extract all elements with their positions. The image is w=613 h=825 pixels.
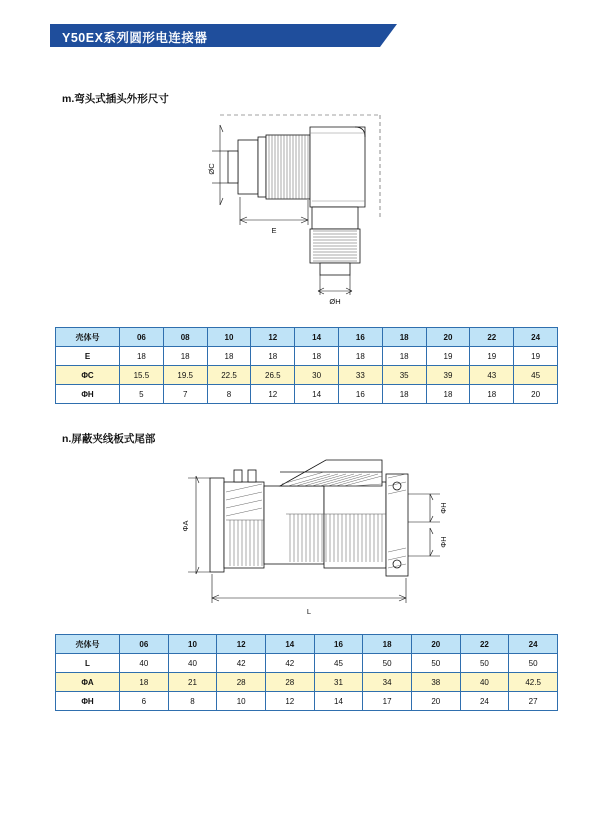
cell: ΦC xyxy=(56,366,120,385)
cell: 12 xyxy=(217,635,266,654)
cell: 42 xyxy=(265,654,314,673)
cell: 12 xyxy=(265,692,314,711)
cell: 24 xyxy=(514,328,558,347)
cell: 43 xyxy=(470,366,514,385)
cell: 20 xyxy=(411,635,460,654)
cell: 16 xyxy=(338,328,382,347)
cell: 22 xyxy=(460,635,509,654)
cell: 06 xyxy=(120,328,164,347)
table-row xyxy=(56,692,558,711)
cell: 08 xyxy=(163,328,207,347)
cell: 14 xyxy=(314,692,363,711)
cell: 31 xyxy=(314,673,363,692)
cell: 28 xyxy=(265,673,314,692)
cell: 22.5 xyxy=(207,366,251,385)
table-row xyxy=(56,366,558,385)
cell: 8 xyxy=(168,692,217,711)
section-title-m: m.弯头式插头外形尺寸 xyxy=(62,93,169,105)
dim-label-phi-c: ØC xyxy=(207,163,216,175)
cell: 39 xyxy=(426,366,470,385)
cell: 18 xyxy=(470,385,514,404)
cell: L xyxy=(56,654,120,673)
cell: 40 xyxy=(460,673,509,692)
cell: 16 xyxy=(338,385,382,404)
cell: 16 xyxy=(314,635,363,654)
cell: 18 xyxy=(382,385,426,404)
page-title: Y50EX系列圆形电连接器 xyxy=(62,31,208,45)
cell: 18 xyxy=(426,385,470,404)
dim-label-phi-a: ΦA xyxy=(181,520,190,532)
cell: ΦH xyxy=(56,692,120,711)
table-clamp-tail-dimensions xyxy=(55,634,558,711)
cell: 42.5 xyxy=(509,673,558,692)
section-title-n: n.屏蔽夹线板式尾部 xyxy=(62,433,156,445)
cell: 18 xyxy=(295,347,339,366)
cell: 19 xyxy=(514,347,558,366)
cell: 壳体号 xyxy=(56,328,120,347)
dim-label-phi-h-n-upper: ΦH xyxy=(439,502,448,514)
cell: 20 xyxy=(514,385,558,404)
cell: 20 xyxy=(411,692,460,711)
dim-label-phi-h-n-lower: ΦH xyxy=(439,536,448,548)
cell: 45 xyxy=(314,654,363,673)
cell: 19.5 xyxy=(163,366,207,385)
cell: 19 xyxy=(426,347,470,366)
cell: 14 xyxy=(295,328,339,347)
dim-label-phi-h-m: ØH xyxy=(329,297,341,306)
dim-label-e: E xyxy=(271,226,277,235)
cell: 34 xyxy=(363,673,412,692)
cell: 10 xyxy=(217,692,266,711)
table-row xyxy=(56,328,558,347)
cell: 19 xyxy=(470,347,514,366)
cell: 33 xyxy=(338,366,382,385)
drawing-angled-plug xyxy=(150,105,470,320)
cell: 17 xyxy=(363,692,412,711)
table-row xyxy=(56,347,558,366)
cell: 21 xyxy=(168,673,217,692)
cell: 6 xyxy=(120,692,169,711)
cell: 18 xyxy=(382,328,426,347)
cell: 20 xyxy=(426,328,470,347)
table-angled-plug-dimensions xyxy=(55,327,558,404)
cell: 14 xyxy=(295,385,339,404)
cell: 24 xyxy=(509,635,558,654)
cell: 18 xyxy=(363,635,412,654)
drawing-shielded-clamp-tail xyxy=(130,448,490,626)
cell: 45 xyxy=(514,366,558,385)
cell: 50 xyxy=(460,654,509,673)
cell: 15.5 xyxy=(120,366,164,385)
cell: 30 xyxy=(295,366,339,385)
cell: 22 xyxy=(470,328,514,347)
cell: 8 xyxy=(207,385,251,404)
cell: 27 xyxy=(509,692,558,711)
cell: 10 xyxy=(207,328,251,347)
cell: 5 xyxy=(120,385,164,404)
cell: 50 xyxy=(411,654,460,673)
cell: 38 xyxy=(411,673,460,692)
cell: 18 xyxy=(338,347,382,366)
table-row xyxy=(56,673,558,692)
table-row xyxy=(56,385,558,404)
cell: 18 xyxy=(382,347,426,366)
cell: 18 xyxy=(120,347,164,366)
cell: 24 xyxy=(460,692,509,711)
cell: 42 xyxy=(217,654,266,673)
cell: ΦH xyxy=(56,385,120,404)
header-banner-tail xyxy=(380,24,397,47)
cell: 50 xyxy=(363,654,412,673)
table-row xyxy=(56,635,558,654)
cell: ΦA xyxy=(56,673,120,692)
cell: 50 xyxy=(509,654,558,673)
cell: 18 xyxy=(207,347,251,366)
cell: 06 xyxy=(120,635,169,654)
cell: 12 xyxy=(251,385,295,404)
cell: 18 xyxy=(120,673,169,692)
cell: 35 xyxy=(382,366,426,385)
cell: 40 xyxy=(168,654,217,673)
cell: 12 xyxy=(251,328,295,347)
cell: 壳体号 xyxy=(56,635,120,654)
cell: 10 xyxy=(168,635,217,654)
cell: 14 xyxy=(265,635,314,654)
cell: 18 xyxy=(163,347,207,366)
cell: 7 xyxy=(163,385,207,404)
cell: 18 xyxy=(251,347,295,366)
table-row xyxy=(56,654,558,673)
cell: E xyxy=(56,347,120,366)
dim-label-l: L xyxy=(306,607,312,616)
cell: 40 xyxy=(120,654,169,673)
cell: 26.5 xyxy=(251,366,295,385)
cell: 28 xyxy=(217,673,266,692)
